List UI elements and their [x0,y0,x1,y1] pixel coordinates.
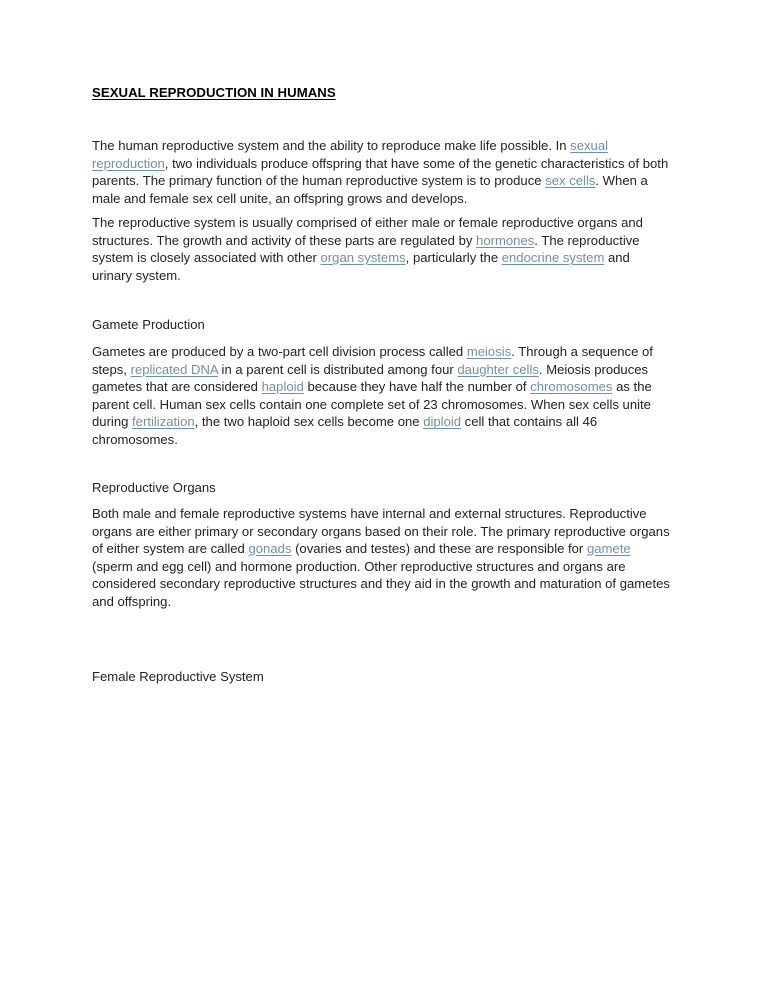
link-fertilization[interactable]: fertilization [132,414,195,430]
text-run: . The reproductive system is closely associated with other [92,232,640,266]
text-run: . Through a sequence of steps, [92,344,653,377]
link-haploid[interactable]: haploid [261,379,304,395]
text-run: (sperm and egg cell) and hormone production. Other reproductive structures and organs are considered secondary reproductive structures and they aid in the growth and maturation of gametes and offspring. [92,558,670,609]
text-run: , the two haploid sex cells become one [194,414,424,430]
text-run: . When a male and female sex cell unite, an offspring grows and develops. [92,173,648,206]
paragraph-intro [92,137,670,207]
link-gonads[interactable]: gonads [248,541,292,557]
link-replicated-dna[interactable]: replicated DNA [130,361,218,377]
text-run: , particularly the [405,250,502,266]
link-meiosis[interactable]: meiosis [466,344,512,359]
text-run: The human reproductive system and the ability to reproduce make life possible. In [92,138,571,153]
link-diploid[interactable]: diploid [423,414,462,430]
link-sex-cells[interactable]: sex cells [545,173,596,189]
text-run: in a parent cell is distributed among four [217,361,458,377]
link-organ-systems[interactable]: organ systems [320,250,406,266]
paragraph-reproductive-organs [92,505,670,611]
link-endocrine-system[interactable]: endocrine system [501,250,605,266]
text-run: , two individuals produce offspring that have some of the genetic characteristics of both parents. The primary function of the human reproductive system is to produce [92,155,669,189]
section-heading-gamete-production: Gamete Production [92,317,205,332]
text-run: and urinary system. [92,250,630,283]
link-hormones[interactable]: hormones [476,232,535,248]
paragraph-gamete-production [92,343,670,449]
section-heading-reproductive-organs: Reproductive Organs [92,480,216,495]
text-run: Gametes are produced by a two-part cell division process called [92,344,467,359]
text-run: (ovaries and testes) and these are responsible for [291,541,587,557]
page-title: SEXUAL REPRODUCTION IN HUMANS [92,85,336,100]
text-run: The reproductive system is usually comprised of either male or female reproductive organs and structures. The growth and activity of these parts are regulated by [92,215,643,248]
text-run: cell that contains all 46 chromosomes. [92,414,598,447]
text-run: as the parent cell. Human sex cells contain one complete set of 23 chromosomes. When sex cells unite during [92,379,652,430]
text-run: . Meiosis produces gametes that are considered [92,361,649,395]
link-gamete[interactable]: gamete [586,541,631,557]
link-chromosomes[interactable]: chromosomes [530,379,613,395]
text-run: Both male and female reproductive systems have internal and external structures. Reproductive organs are either primary or secondary organs based on their role. The primary reproductive organs of either system are called [92,506,670,557]
link-daughter-cells[interactable]: daughter cells [457,361,539,377]
text-run: because they have half the number of [303,379,531,395]
link-sexual-reproduction[interactable]: sexual reproduction [92,138,609,171]
section-heading-female-reproductive-system: Female Reproductive System [92,669,264,684]
paragraph-systems [92,214,670,284]
